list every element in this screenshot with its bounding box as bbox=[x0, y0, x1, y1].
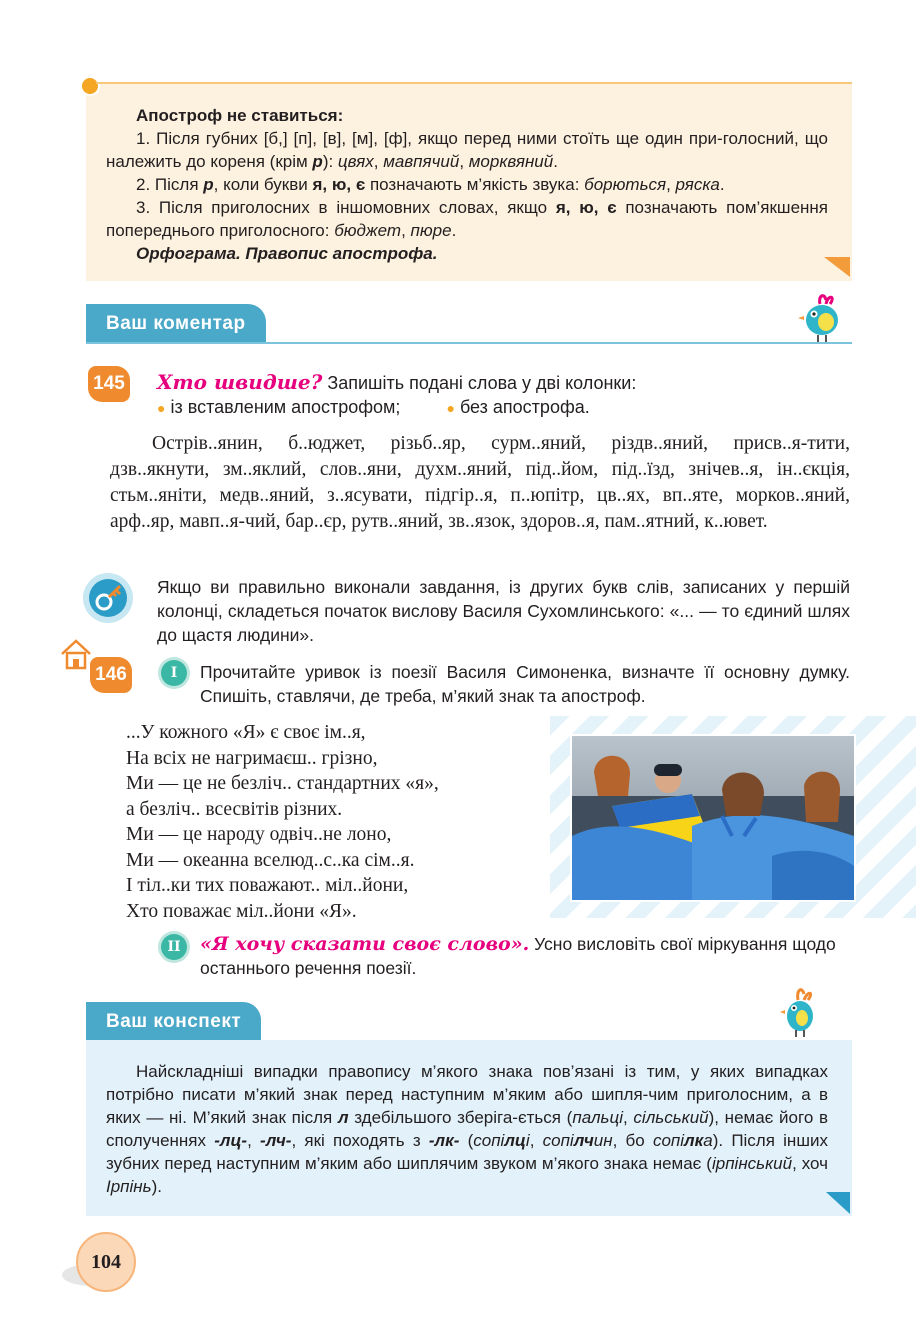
poem-line: Ми — це не безліч.. стандартних «я», bbox=[126, 773, 439, 794]
rule-box bbox=[86, 82, 852, 281]
section-konspekt-header bbox=[86, 1002, 852, 1042]
bird-icon bbox=[798, 290, 846, 344]
part-1-label: I bbox=[161, 660, 187, 686]
task-145-instruction: Запишіть подані слова у дві колонки: bbox=[327, 373, 637, 393]
rule-text bbox=[106, 104, 828, 265]
poem-line: Хто поважає міл..йони «Я». bbox=[126, 900, 357, 922]
task-145-badge: 145 bbox=[88, 366, 130, 402]
poem-line: Ми — це народу одвіч..не лоно, bbox=[126, 824, 392, 845]
poem-line: а безліч.. всесвітів різних. bbox=[126, 798, 343, 820]
poem-line: Ми — океанна вселюд..с..ка сім..я. bbox=[126, 849, 415, 871]
orange-dot-icon bbox=[80, 76, 100, 96]
home-icon bbox=[58, 636, 94, 672]
part-2-text: Усно висловіть свої міркування щодо останнього речення поезії. bbox=[200, 934, 836, 978]
part-2-title: «Я хочу сказати своє слово». bbox=[200, 933, 530, 955]
corner-flag-icon bbox=[826, 1192, 850, 1214]
section-divider bbox=[86, 342, 852, 344]
konspekt-box bbox=[86, 1040, 852, 1216]
poem-line: На всіх не нагримаєш.. грізно, bbox=[126, 747, 378, 769]
rule-item-3: 3. Після приголосних в іншомовних словах, якщо я, ю, є позначають пом’якшення попереднього приголосного: бюджет, пюре. bbox=[106, 198, 829, 240]
key-note-text: Якщо ви правильно виконали завдання, із других букв слів, записаних у першій колонці, складеться початок вислову Василя Сухомлинського: «... — то єдиний шлях до щастя людини». bbox=[157, 577, 850, 645]
poem-line: ...У кожного «Я» є своє ім..я, bbox=[126, 722, 366, 743]
task-145-option-1: із вставленим апострофом; bbox=[170, 397, 401, 417]
rule-item-1: 1. Після губних [б,] [п], [в], [м], [ф], якщо перед ними стоїть ще один при-голосний, що належить до кореня (крім р): цвях, мавпячий, морквяний. bbox=[106, 129, 828, 171]
task-145-words: Острів..янин, б..юджет, різьб..яр, сурм..яний, різдв..яний, присв..я-тити, дзв..якнути, зм..яклий, слов..яни, духм..яний, під..йом, під..їзд, знічев..я, ін..єкція, стьм..яніти, медв..яний, з..ясувати, підгір..я, п..юпітр, цв..ях, вп..яте, морков..яний, арф..яр, мавп..я-чий, бар..єр, рутв..яний, зв..язок, здоров..я, пам..ятний, к..ювет. bbox=[110, 433, 850, 532]
rule-box-topline bbox=[96, 82, 852, 84]
task-146-part-1-text: Прочитайте уривок із поезії Василя Симоненка, визначте її основну думку. Спишіть, ставлячи, де треба, м’який знак та апостроф. bbox=[200, 662, 850, 706]
section-comment-label: Ваш коментар bbox=[86, 304, 266, 344]
bullet-icon: ● bbox=[446, 400, 455, 416]
section-konspekt-label: Ваш конспект bbox=[86, 1002, 261, 1042]
task-145-option-2: без апострофа. bbox=[459, 397, 590, 417]
corner-flag-icon bbox=[824, 257, 850, 277]
page-number: 104 bbox=[76, 1232, 136, 1292]
photo-frame bbox=[550, 716, 916, 918]
konspekt-text: Найскладніші випадки правопису м’якого знака пов’язані із тим, у яких випадках потрібно писати м’який знак перед наступним м’яким або шипля-чим приголосним, а в яких — ні. М’який знак після л здебільшого зберіга-ється (пальці, сільський), немає його в сполученнях -лц-, -лч-, які походять з -лк- (сопілці, сопілчин, бо сопілка). Після інших зубних перед наступним м’яким або шиплячим звуком м’якого знака немає (ірпінський, хоч Ірпінь). bbox=[106, 1062, 828, 1196]
task-146-part-2 bbox=[200, 932, 850, 980]
rule-item-2: 2. Після р, коли букви я, ю, є позначають м’якість звука: борються, ряска. bbox=[136, 175, 725, 194]
rule-heading: Апостроф не ставиться: bbox=[136, 106, 344, 125]
bullet-icon: ● bbox=[157, 400, 166, 416]
task-145-options bbox=[157, 395, 590, 420]
orthogram-label: Орфограма. Правопис апострофа. bbox=[136, 244, 438, 263]
bird-icon bbox=[780, 980, 820, 1038]
task-146-badge: 146 bbox=[90, 657, 132, 693]
key-icon bbox=[80, 570, 136, 626]
section-comment-header bbox=[86, 304, 852, 344]
task-145-header bbox=[157, 370, 636, 395]
part-2-label: II bbox=[161, 934, 187, 960]
task-145-title: Хто швидше? bbox=[157, 370, 323, 394]
poem bbox=[126, 720, 439, 924]
photo-people-with-flags bbox=[570, 734, 856, 902]
poem-line: І тіл..ки тих поважают.. міл..йони, bbox=[126, 875, 409, 896]
